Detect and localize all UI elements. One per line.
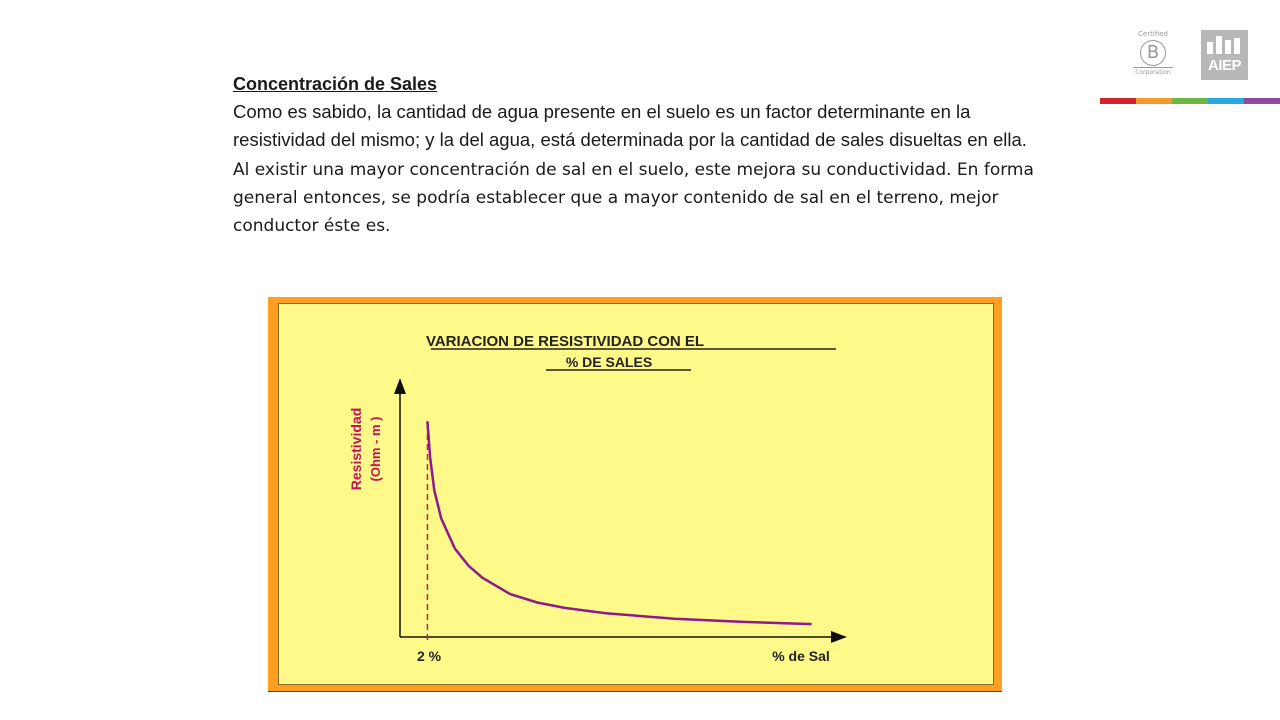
bcorp-logo <box>1133 30 1173 82</box>
y-axis-arrow-icon <box>394 378 406 394</box>
resistivity-curve <box>427 421 811 624</box>
stripe-segment <box>1244 98 1280 104</box>
paragraph-2: Al existir una mayor concentración de sal en el suelo, este mejora su conductividad. En forma general entonces, se podría establecer que a mayor contenido de sal en el terreno, mejor conductor éste es. <box>233 160 1034 236</box>
y-axis-unit: (Ohm - m ) <box>368 416 383 482</box>
stripe-segment <box>1172 98 1208 104</box>
stripe-segment <box>1136 98 1172 104</box>
resistivity-chart <box>279 304 993 684</box>
chart-panel <box>278 303 994 685</box>
stripe-segment <box>1100 98 1136 104</box>
aiep-bars-icon <box>1207 36 1242 54</box>
content-text <box>233 70 1063 240</box>
bcorp-b-icon: B <box>1140 40 1166 66</box>
section-title: Concentración de Sales <box>233 74 438 94</box>
chart-figure <box>268 297 1002 692</box>
series-layer <box>427 421 811 624</box>
y-axis-label: Resistividad <box>348 407 364 491</box>
marker-label: 2 % <box>416 648 442 664</box>
x-axis-arrow-icon <box>831 631 847 643</box>
aiep-logo <box>1201 30 1248 80</box>
bcorp-corporation-text: Corporation <box>1133 67 1173 76</box>
aiep-brand-text: AIEP <box>1207 57 1241 74</box>
paragraph-1: Como es sabido, la cantidad de agua presente en el suelo es un factor determinante en la resistividad del mismo; y la del agua, está determinada por la cantidad de sales disueltas en ella. <box>233 101 1027 150</box>
stripe-segment <box>1208 98 1244 104</box>
x-axis-label: % de Sal <box>772 648 830 664</box>
bcorp-certified-text: Certified <box>1138 30 1168 38</box>
chart-subtitle: % DE SALES <box>565 354 653 370</box>
chart-title: VARIACION DE RESISTIVIDAD CON EL <box>425 333 705 350</box>
